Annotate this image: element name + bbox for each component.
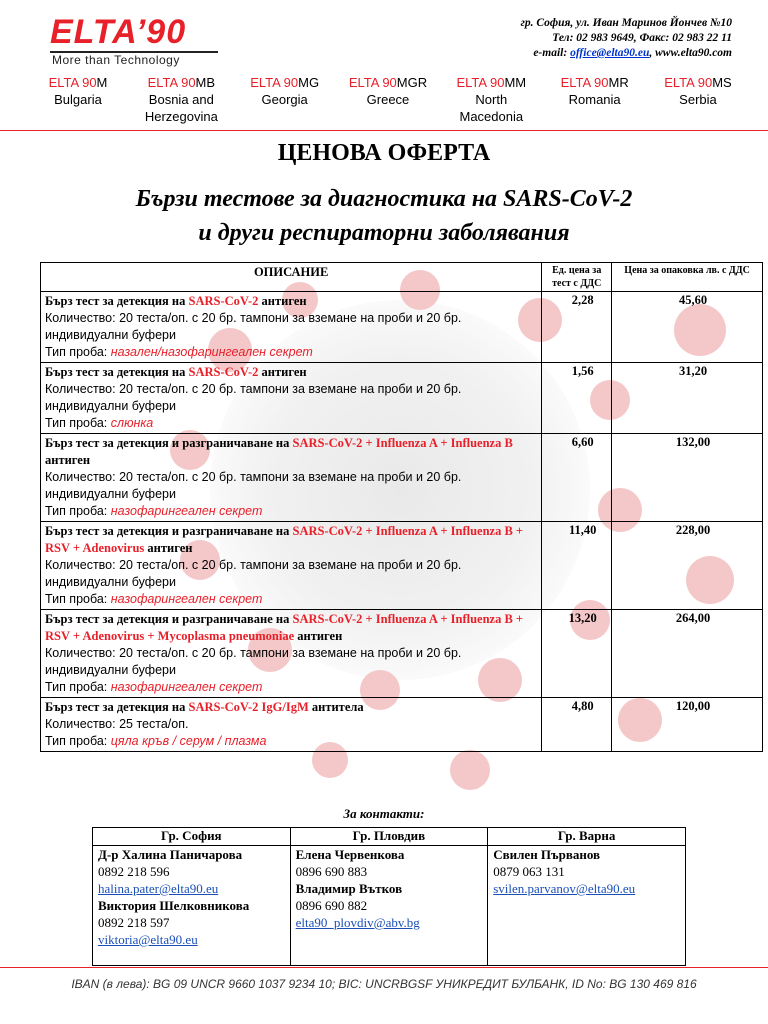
branch-greece [340,74,436,125]
subtitle-line-1: Бързи тестове за диагностика на SARS-CoV-2 [135,186,633,212]
row-quantity: Количество: 20 теста/оп. с 20 бр. тампони за вземане на проби и 20 бр. индивидуални буфери [45,558,462,589]
contact-phone: 0879 063 131 [493,864,565,879]
row-title [45,364,537,381]
row-sample [45,679,537,696]
branch-country: Bosnia and Herzegovina [144,92,218,124]
contact-phone: 0896 690 882 [295,898,368,913]
page-title: ЦЕНОВА ОФЕРТА [277,140,491,166]
contact-name: Виктория Шелковникова [98,898,250,913]
row-description [41,292,542,363]
sample-label: Тип проба: [45,680,111,694]
row-sample [45,503,537,520]
row-pack-price [612,363,763,434]
row-sample [45,344,537,361]
email-separator: , [649,47,656,59]
unit-price-value: 13,20 [568,611,597,625]
branch-suffix: MGR [396,75,428,90]
row-unit-price [542,698,612,752]
branch-suffix: MB [195,75,216,90]
email-prefix: e-mail: [533,47,571,59]
row-quantity: Количество: 20 теста/оп. с 20 бр. тампони за вземане на проби и 20 бр. индивидуални буфери [45,311,462,342]
row-title [45,293,537,310]
row-title-suffix: антиген [294,629,343,643]
row-pack-price [612,698,763,752]
row-pack-price [612,434,763,522]
unit-price-value: 11,40 [569,523,597,537]
contact-phone: 0892 218 597 [98,915,170,930]
row-title-text: Бърз тест за детекция и разграничаване на [45,436,293,450]
branch-brand: ELTA 90 [250,75,299,90]
contacts-title: За контакти: [343,806,425,821]
contact-phone: 0892 218 596 [98,864,170,879]
row-pack-price [612,610,763,698]
table-row [41,522,763,610]
row-quantity: Количество: 20 теста/оп. с 20 бр. тампони за вземане на проби и 20 бр. индивидуални буфери [45,646,462,677]
row-title [45,435,537,469]
row-title-pathogen: SARS-CoV-2 [188,365,259,379]
row-title-suffix: антиген [144,541,193,555]
header-phones: Тел: 02 983 9649, Факс: 02 983 22 11 [552,32,732,44]
row-title-pathogen: SARS-CoV-2 + Influenza A + Influenza B [292,436,513,450]
contact-name: Елена Червенкова [295,847,405,862]
pack-price-value: 132,00 [675,435,711,449]
row-unit-price [542,434,612,522]
branch-brand: ELTA 90 [348,75,397,90]
branch-brand: ELTA 90 [48,75,97,90]
row-title-text: Бърз тест за детекция и разграничаване на [45,612,293,626]
row-title-text: Бърз тест за детекция и разграничаване на [45,524,293,538]
branch-north-macedonia [443,74,539,125]
header-pack-price: Цена за опаковка лв. с ДДС [612,263,763,292]
branch-suffix: MR [608,75,629,90]
row-pack-price [612,292,763,363]
contact-email-link[interactable]: elta90_plovdiv@abv.bg [295,915,420,930]
header-email-line [521,46,732,61]
row-title-suffix: антиген [45,453,91,467]
branch-suffix: MS [712,75,732,90]
sample-value: назофарингеален секрет [110,592,263,606]
pack-price-value: 264,00 [675,611,711,625]
header-description: ОПИСАНИЕ [41,263,542,292]
row-title-pathogen: SARS-CoV-2 + Influenza A + Influenza B + RSV + Adenovirus [45,524,524,555]
header-contact [521,16,732,61]
row-sample [45,415,537,432]
branch-country: North Macedonia [459,92,524,124]
row-title [45,699,537,716]
table-row [41,363,763,434]
row-title-suffix: антиген [258,294,307,308]
page-subtitle [0,182,768,250]
row-title-text: Бърз тест за детекция на [45,365,189,379]
row-unit-price [542,363,612,434]
row-title-text: Бърз тест за детекция на [45,700,189,714]
header-divider [0,130,768,131]
branch-bulgaria [30,74,126,125]
header-email-link[interactable]: office@elta90.eu [570,47,650,59]
row-unit-price [542,610,612,698]
branch-country: Serbia [679,92,717,107]
row-quantity: Количество: 25 теста/оп. [45,717,189,731]
branch-country: Bulgaria [54,92,102,107]
sample-label: Тип проба: [45,592,111,606]
branch-suffix: M [96,75,108,90]
row-description [41,434,542,522]
sample-label: Тип проба: [45,504,111,518]
row-title-pathogen: SARS-CoV-2 [188,294,259,308]
footer-divider [0,967,768,968]
city-sofia: Гр. София [93,828,291,846]
logo-text: ELTA’90 [50,13,187,51]
contact-email-link[interactable]: viktoria@elta90.eu [98,932,198,947]
row-title [45,611,537,645]
header-unit-price: Ед. цена за тест с ДДС [542,263,612,292]
branch-brand: ELTA 90 [664,75,713,90]
contact-name: Д-р Халина Паничарова [98,847,243,862]
contact-name: Владимир Вътков [295,881,403,896]
subtitle-line-2: и други респираторни заболявания [198,220,570,246]
row-unit-price [542,522,612,610]
contact-email-link[interactable]: halina.pater@elta90.eu [98,881,219,896]
contact-phone: 0896 690 883 [295,864,368,879]
row-unit-price [542,292,612,363]
contacts-sofia [93,846,291,966]
unit-price-value: 6,60 [571,435,594,449]
contact-email-link[interactable]: svilen.parvanov@elta90.eu [493,881,636,896]
row-quantity: Количество: 20 теста/оп. с 20 бр. тампони за вземане на проби и 20 бр. индивидуални буфери [45,382,462,413]
branch-romania [547,74,643,125]
branch-country: Greece [366,92,410,107]
sample-label: Тип проба: [45,416,111,430]
footer-bank-details: IBAN (в лева): BG 09 UNCR 9660 1037 9234 10; BIC: UNCRBGSF УНИКРЕДИТ БУЛБАНК, ID No: BG 130 469 816 [71,977,697,991]
row-title-pathogen: SARS-CoV-2 IgG/IgM [188,700,309,714]
city-varna: Гр. Варна [488,828,686,846]
row-description [41,698,542,752]
row-quantity: Количество: 20 теста/оп. с 20 бр. тампони за вземане на проби и 20 бр. индивидуални буфери [45,470,462,501]
sample-label: Тип проба: [45,345,111,359]
pack-price-value: 228,00 [675,523,711,537]
row-title-suffix: антитела [308,700,364,714]
branches-row [30,74,746,125]
row-pack-price [612,522,763,610]
table-row [41,292,763,363]
row-title-pathogen: SARS-CoV-2 + Influenza A + Influenza B + RSV + Adenovirus + Mycoplasma pneumoniae [45,612,524,643]
header-address: гр. София, ул. Иван Маринов Йончев №10 [520,17,732,29]
sample-label: Тип проба: [45,734,111,748]
branch-suffix: MM [504,75,527,90]
sample-value: назофарингеален секрет [110,504,263,518]
unit-price-value: 4,80 [571,699,594,713]
unit-price-value: 1,56 [571,364,594,378]
row-sample [45,733,537,750]
row-title [45,523,537,557]
contacts-plovdiv [290,846,488,966]
header-website[interactable]: www.elta90.com [655,47,732,59]
row-description [41,522,542,610]
sample-value: цяла кръв / серум / плазма [110,734,267,748]
logo-tagline: More than Technology [52,53,180,67]
contact-name: Свилен Първанов [493,847,601,862]
branch-bosnia [133,74,229,125]
row-title-suffix: антиген [258,365,307,379]
pack-price-value: 45,60 [679,293,708,307]
table-row [41,610,763,698]
table-header-row [41,263,763,292]
sample-value: назофарингеален секрет [110,680,263,694]
price-table [40,262,763,752]
contacts-varna [488,846,686,966]
branch-country: Romania [568,92,621,107]
table-row [41,434,763,522]
contacts-row [93,846,686,966]
branch-country: Georgia [261,92,308,107]
city-plovdiv: Гр. Пловдив [290,828,488,846]
branch-brand: ELTA 90 [456,75,505,90]
sample-value: слюнка [110,416,154,430]
branch-brand: ELTA 90 [147,75,196,90]
contacts-table [92,827,686,966]
branch-suffix: MG [298,75,320,90]
branch-brand: ELTA 90 [560,75,609,90]
row-description [41,610,542,698]
row-title-text: Бърз тест за детекция на [45,294,189,308]
branch-georgia [237,74,333,125]
branch-serbia [650,74,746,125]
elta90-logo [50,13,220,67]
pack-price-value: 120,00 [675,699,711,713]
row-description [41,363,542,434]
unit-price-value: 2,28 [571,293,594,307]
table-row [41,698,763,752]
sample-value: назален/назофарингеален секрет [110,345,313,359]
row-sample [45,591,537,608]
contacts-header-row [93,828,686,846]
pack-price-value: 31,20 [679,364,708,378]
